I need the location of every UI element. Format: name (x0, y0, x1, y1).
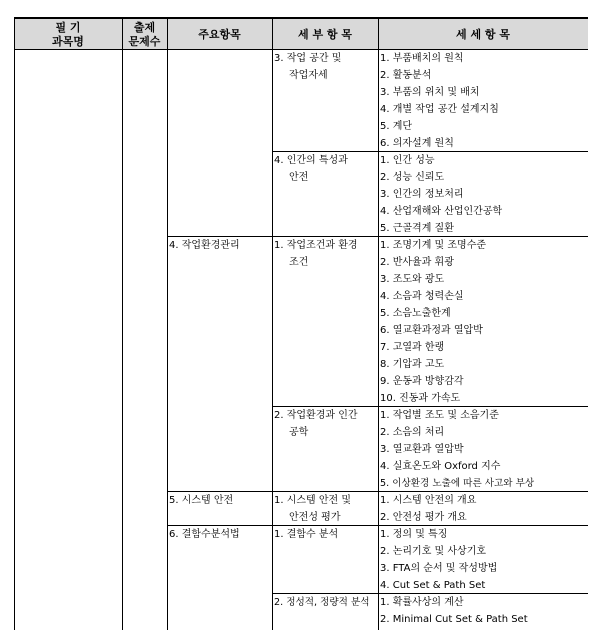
header-detail-items: 세 세 항 목 (456, 27, 510, 41)
sub-item-cont: 공학 (289, 427, 309, 438)
detail-item: 5. 근골격계 질환 (380, 223, 454, 234)
detail-item: 6. 열교환과정과 열압박 (380, 325, 483, 336)
sub-item: 1. 시스템 안전 및 (274, 495, 352, 506)
detail-item: 1. 인간 성능 (380, 155, 435, 166)
detail-item: 10. 진동과 가속도 (380, 393, 461, 404)
header-subject-line2: 과목명 (52, 34, 84, 48)
detail-item: 2. 논리기호 및 사상기호 (380, 546, 487, 557)
header-count-line2: 문제수 (128, 34, 161, 48)
sub-item: 3. 작업 공간 및 (274, 53, 342, 64)
sub-item-cont: 안전 (289, 172, 309, 183)
detail-item: 3. 인간의 정보처리 (380, 189, 464, 200)
main-item: 5. 시스템 안전 (169, 495, 234, 506)
column-divider (378, 17, 379, 630)
header-count (122, 19, 167, 50)
main-item: 4. 작업환경관리 (169, 240, 240, 251)
detail-item: 9. 운동과 방향감각 (380, 376, 464, 387)
detail-item: 1. 시스템 안전의 개요 (380, 495, 477, 506)
detail-item: 3. 부품의 위치 및 배치 (380, 87, 480, 98)
detail-item: 2. 소음의 처리 (380, 427, 445, 438)
table-border-left (14, 17, 15, 630)
detail-item: 7. 고열과 한랭 (380, 342, 445, 353)
detail-item: 4. 소음과 청력손실 (380, 291, 464, 302)
column-divider (272, 17, 273, 630)
header-subject-line1: 필 기 (55, 20, 81, 34)
detail-item: 2. 활동분석 (380, 70, 432, 81)
detail-item: 2. 반사율과 휘광 (380, 257, 454, 268)
sub-item-cont: 안전성 평가 (289, 512, 341, 523)
detail-item: 4. 개별 작업 공간 설계지침 (380, 104, 499, 115)
detail-item: 3. 조도와 광도 (380, 274, 445, 285)
header-main-items: 주요항목 (198, 27, 241, 41)
detail-item: 4. 산업재해와 산업인간공학 (380, 206, 503, 217)
column-divider (167, 17, 168, 630)
detail-item: 1. 조명기계 및 조명수준 (380, 240, 487, 251)
table-header (14, 17, 588, 50)
detail-item: 1. 작업별 조도 및 소음기준 (380, 410, 499, 421)
detail-item: 5. 소음노출한계 (380, 308, 451, 319)
detail-item: 3. FTA의 순서 및 작성방법 (380, 563, 498, 574)
main-item: 6. 결함수분석법 (169, 529, 240, 540)
detail-item: 6. 의자설계 원칙 (380, 138, 454, 149)
detail-item: 1. 정의 및 특징 (380, 529, 448, 540)
header-count-line1: 출제 (133, 20, 156, 34)
detail-item: 4. Cut Set & Path Set (380, 580, 486, 591)
header-sub-items: 세 부 항 목 (298, 27, 352, 41)
detail-item: 8. 기압과 고도 (380, 359, 445, 370)
sub-item: 2. 정성적, 정량적 분석 (274, 597, 370, 608)
sub-item: 4. 인간의 특성과 (274, 155, 348, 166)
column-divider (122, 17, 123, 630)
sub-item: 1. 결함수 분석 (274, 529, 339, 540)
sub-item-cont: 작업자세 (289, 70, 328, 81)
sub-item: 1. 작업조건과 환경 (274, 240, 358, 251)
detail-item: 4. 실효온도와 Oxford 지수 (380, 461, 501, 472)
detail-item: 1. 부품배치의 원칙 (380, 53, 464, 64)
sub-item: 2. 작업환경과 인간 (274, 410, 358, 421)
detail-item: 2. 성능 신뢰도 (380, 172, 445, 183)
detail-item: 1. 확률사상의 계산 (380, 597, 464, 608)
detail-item: 5. 계단 (380, 121, 413, 132)
header-subject (14, 19, 122, 50)
sub-item-cont: 조건 (289, 257, 309, 268)
detail-item: 5. 이상환경 노출에 따른 사고와 부상 (380, 478, 535, 489)
detail-item: 2. Minimal Cut Set & Path Set (380, 614, 528, 625)
detail-item: 3. 열교환과 열압박 (380, 444, 464, 455)
detail-item: 2. 안전성 평가 개요 (380, 512, 467, 523)
